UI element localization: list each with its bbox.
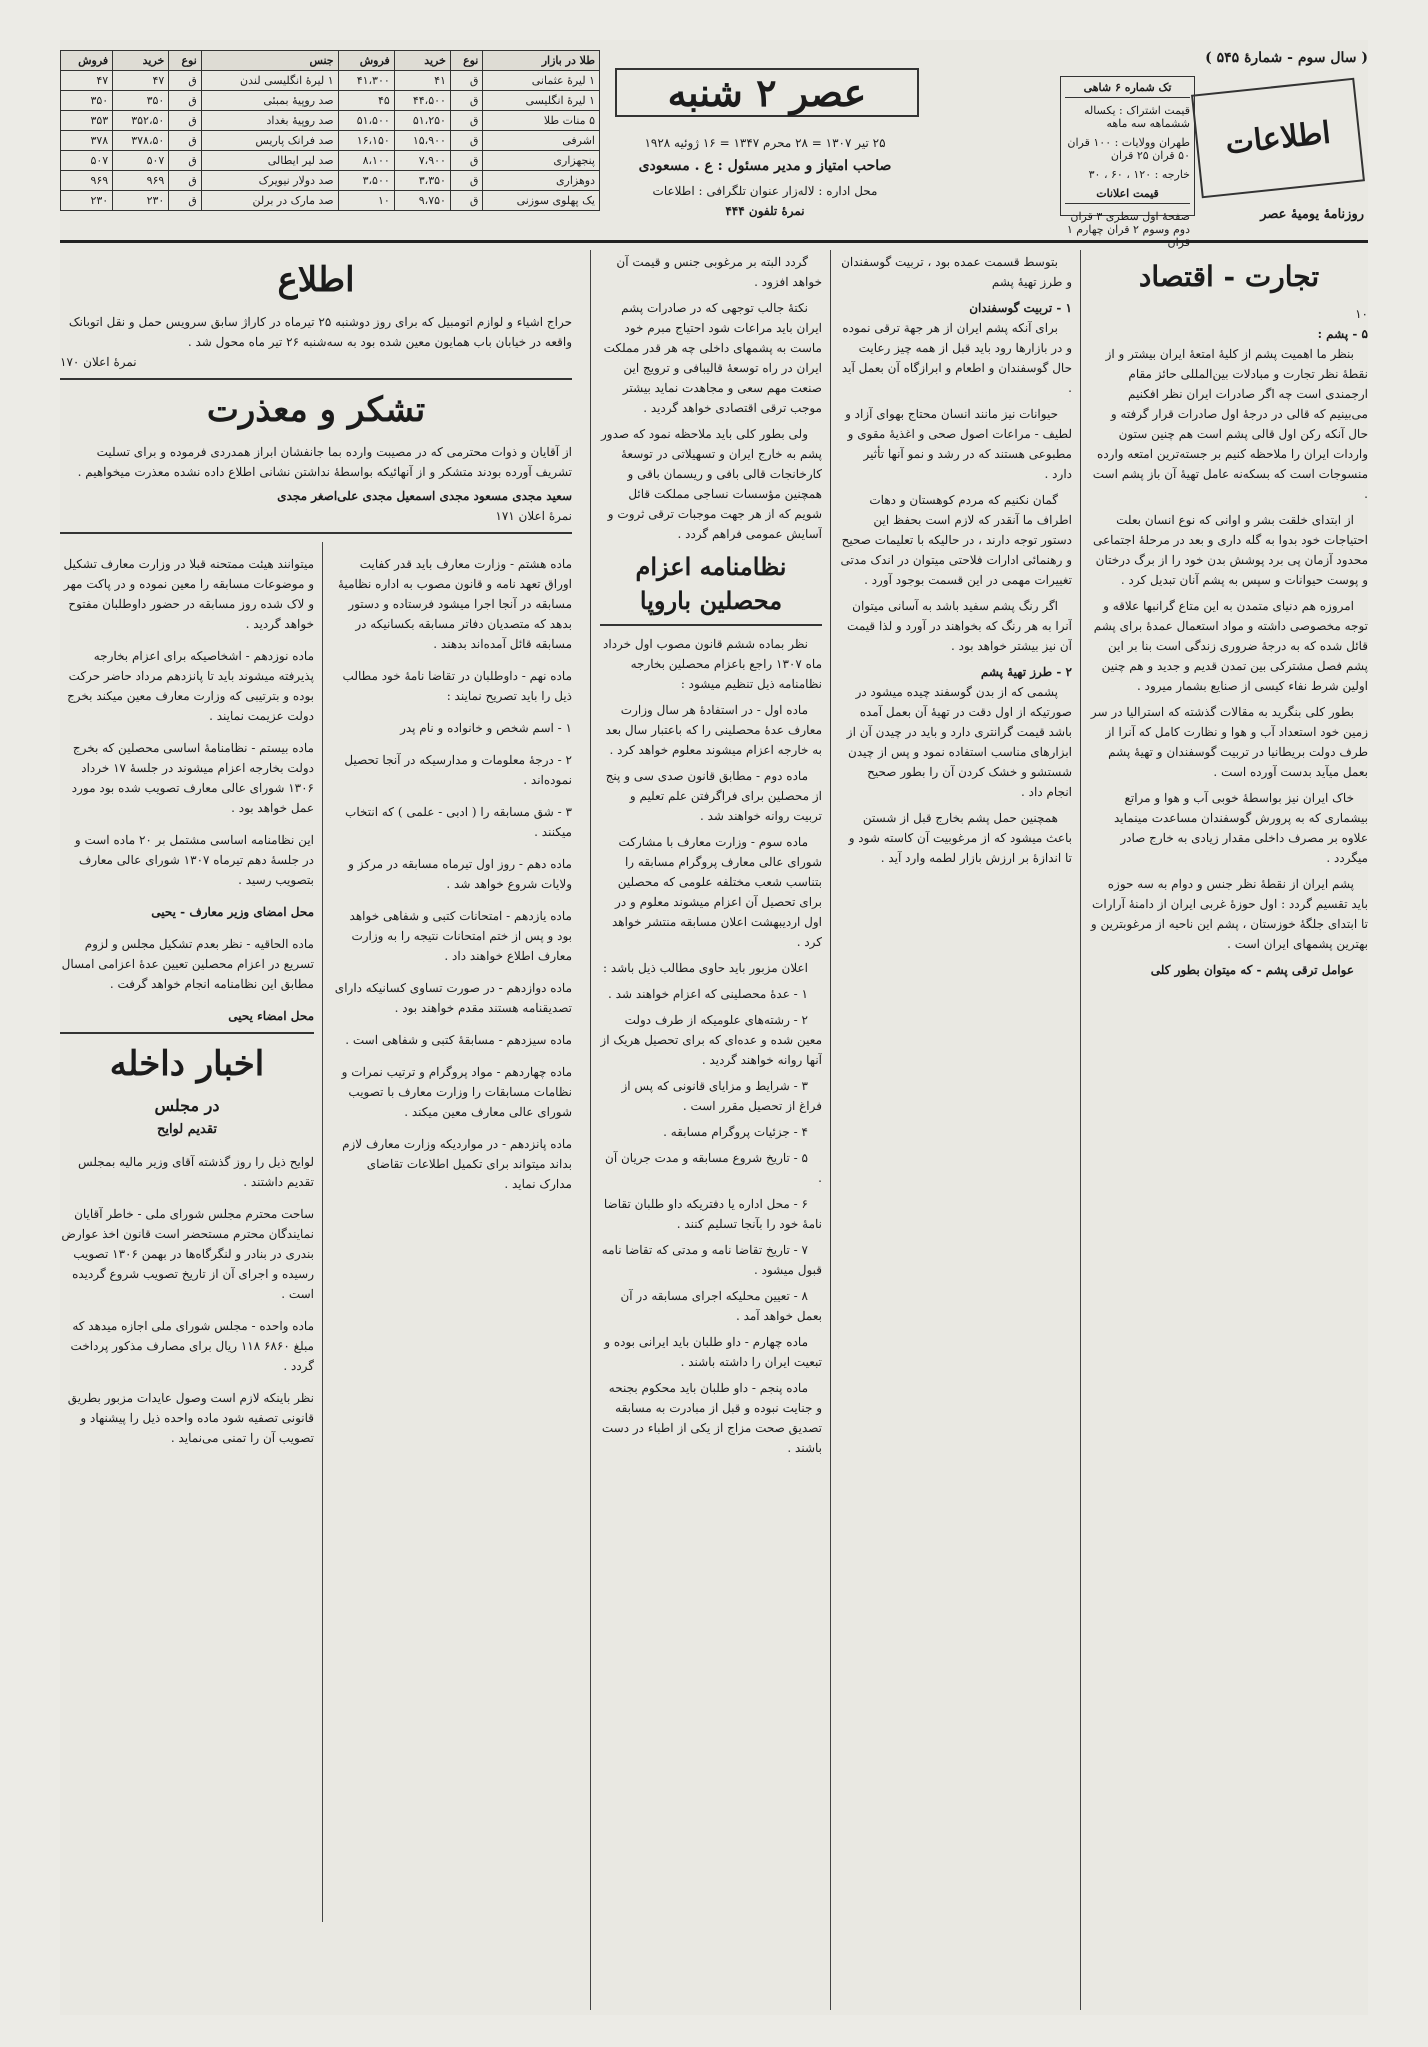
- article: این نظامنامه اساسی مشتمل بر ۲۰ ماده است و در جلسهٔ دهم تیرماه ۱۳۰۷ شورای عالی معارف بتصویب رسید .: [74, 833, 314, 887]
- paragraph: گردد البته بر مرغوبی جنس و قیمت آن خواهد افزود .: [616, 255, 822, 289]
- thanks-signatures: سعید مجدی مسعود مجدی اسمعیل مجدی علی‌اصغر مجدی: [277, 489, 572, 503]
- article: ماده هشتم - وزارت معارف باید قدر کفایت اوراق تعهد نامه و قانون مصوب به اداره نظامیهٔ مسابقه در آنجا اجرا میشود فرستاده و دستور بدهد که متصدیان دفاتر مسابقه بکسانیکه در مسابقه قائل آمده‌اند بدهند .: [338, 557, 572, 651]
- paragraph: لوایح ذیل را روز گذشته آقای وزیر مالیه بمجلس تقدیم داشتند .: [78, 1155, 314, 1189]
- list-item: ۷ - تاریخ تقاضا نامه و مدتی که تقاضا نامه قبول میشود .: [601, 1243, 822, 1277]
- paragraph: ساحت محترم مجلس شورای ملی - خاطر آقایان نمایندگان محترم مستحضر است قانون اخذ عوارض بندری در بنادر و لنگرگاه‌ها در بهمن ۱۳۰۶ تصویب رسیده و اجرای آن از تاریخ تصویب شروع گردیده است .: [61, 1207, 314, 1301]
- list-item: ۱ - عدهٔ محصلینی که اعزام خواهند شد .: [608, 987, 808, 1001]
- table-cell: ۲۳۰: [61, 191, 113, 211]
- table-row: [61, 91, 600, 111]
- table-cell: ۴۱: [394, 71, 450, 91]
- column-rule: [1080, 250, 1081, 2010]
- ad-price-label: قیمت اعلانات: [1065, 187, 1190, 204]
- wool-column: [840, 252, 1072, 2002]
- table-cell: پنجهزاری: [483, 151, 600, 171]
- paragraph: ولی بطور کلی باید ملاحظه نمود که صدور پشم به خارج ایران و تسهیلاتی در توسعهٔ کارخانجات قالی بافی و ریسمان باقی و همچنین مؤسسات نساجی مملکت قائل شویم که از هر جهت موجبات ترقی ثروت و آسایش عمومی فراهم گردد .: [601, 427, 822, 541]
- paragraph: امروزه هم دنیای متمدن به این متاع گرانبها علاقه و توجه مخصوصی داشته و مواد استعمال عمدهٔ برای پشم قائل شده که به درجهٔ ضروری زندگی است بنا بر این پشم فصل مشترکی بین تمدن قدیم و جدید و هم چنین اولین شرط نفاء کیسی از صنایع بشمار میرود .: [1093, 599, 1368, 693]
- paragraph: ماده واحده - مجلس شورای ملی اجازه میدهد که مبلغ ۶۸۶۰ ۱۱۸ ریال برای مصارف مذکور پرداخت گردد .: [70, 1319, 314, 1373]
- table-cell: صد مارک در برلن: [201, 191, 338, 211]
- article: ماده سیزدهم - مسابقهٔ کتبی و شفاهی است .: [345, 1033, 572, 1047]
- table-cell: ۹۶۹: [113, 171, 169, 191]
- table-cell: ۵۰۷: [113, 151, 169, 171]
- rates-header-cell: خرید: [394, 51, 450, 71]
- table-cell: ق: [169, 91, 201, 111]
- rates-header-cell: جنس: [201, 51, 338, 71]
- thanks-box: [60, 388, 572, 534]
- table-cell: ۸،۱۰۰: [338, 151, 394, 171]
- domestic-news-heading: اخبار داخله: [109, 1044, 265, 1084]
- table-cell: ۱ لیرهٔ انگلیسی: [483, 91, 600, 111]
- minister-signature: محل امضای وزیر معارف - یحیی: [151, 905, 314, 919]
- signature: محل امضاء یحیی: [60, 1006, 314, 1034]
- economy-column: [1090, 252, 1368, 2002]
- article: ماده یازدهم - امتحانات کتبی و شفاهی خواهد بود و پس از ختم امتحانات نتیجه را به وزارت معارف اطلاع خواهند داد .: [349, 909, 572, 963]
- article: ماده بیستم - نظامنامهٔ اساسی محصلین که بخرج دولت بخارجه اعزام میشوند در جلسهٔ ۱۷ خرداد ۱۳۰۶ شورای عالی معارف تصویب شده بود مورد عمل خواهد بود .: [71, 741, 314, 815]
- owner-line: صاحب امتیاز و مدیر مسئول : ع . مسعودی: [638, 158, 892, 174]
- section-number: ۱۰: [1355, 307, 1368, 321]
- masthead: [60, 40, 1368, 249]
- paragraph: گمان نکنیم که مردم کوهستان و دهات اطراف ما آنقدر که لازم است بحفظ این دستور توجه دارند ، در حالیکه با تعلیمات صحیح و رهنمائی ادارات فلاحتی میتوان در اندک مدتی تغییرات مهمی در این قسمت بوجود آورد .: [840, 493, 1072, 587]
- regulation-end: [60, 542, 314, 1460]
- paragraph: خاک ایران نیز بواسطهٔ خوبی آب و هوا و مراتع بیشماری که به پرورش گوسفندان مساعدت مینماید علاوه بر مصرف داخلی مقدار زیادی به خارج صادر میگردد .: [1113, 791, 1368, 865]
- table-cell: صد روپیهٔ بمبئی: [201, 91, 338, 111]
- regulation-heading: نظامنامه اعزام محصلین باروپا: [600, 550, 822, 626]
- table-cell: ۱۰: [338, 191, 394, 211]
- rates-table-area: [60, 50, 600, 230]
- table-cell: ۴۴،۵۰۰: [394, 91, 450, 111]
- paragraph: همچنین حمل پشم بخارج قبل از شستن باعث میشود که از مرغوبیت آن کاسته شود و تا اندازهٔ بر ارزش بازار لطمه وارد آید .: [848, 811, 1072, 865]
- table-cell: ۴۷: [113, 71, 169, 91]
- table-cell: ۴۷: [61, 71, 113, 91]
- table-cell: صد فرانک پاریس: [201, 131, 338, 151]
- article: ماده چهاردهم - مواد پروگرام و ترتیب نمرات و نظامات مسابقات را وزارت معارف با تصویب شورای عالی معارف معین میکند .: [341, 1065, 572, 1119]
- table-cell: ۳،۳۵۰: [394, 171, 450, 191]
- table-cell: ۷،۹۰۰: [394, 151, 450, 171]
- paragraph: اگر رنگ پشم سفید باشد به آسانی میتوان آنرا به هر رنگ که بخواهند در آورد و لذا قیمت آن نیز بیشتر خواهد بود .: [847, 599, 1072, 653]
- ad-rates: صفحهٔ اول سطری ۳ قران دوم وسوم ۲ قران چهارم ۱ قران: [1066, 210, 1190, 249]
- rates-header-cell: فروش: [338, 51, 394, 71]
- table-cell: ۳،۵۰۰: [338, 171, 394, 191]
- article: ماده نهم - داوطلبان در تقاضا نامهٔ خود مطالب ذیل را باید تصریح نمایند :: [342, 669, 572, 703]
- list-item: ۳ - شرایط و مزایای قانونی که پس از فراغ از تحصیل مقرر است .: [621, 1079, 822, 1113]
- abroad-price: خارجه : ۱۲۰ ، ۶۰ ، ۳۰: [1088, 168, 1190, 181]
- article: ماده دوم - مطابق قانون صدی سی و پنج از محصلین برای فراگرفتن علم تعلیم و تربیت روانه خواهند شد .: [605, 769, 822, 823]
- table-cell: ۳۵۲،۵۰: [113, 111, 169, 131]
- table-cell: اشرفی: [483, 131, 600, 151]
- table-cell: صد روپیهٔ بغداد: [201, 111, 338, 131]
- table-cell: صد لیر ایطالی: [201, 151, 338, 171]
- subscription-label: قیمت اشتراک : یکساله ششماهه سه ماهه: [1083, 104, 1190, 130]
- subscription-box: [1060, 76, 1195, 249]
- table-row: [61, 171, 600, 191]
- table-cell: ق: [450, 191, 482, 211]
- table-cell: ق: [169, 151, 201, 171]
- table-cell: ۹۶۹: [61, 171, 113, 191]
- table-cell: ۳۵۰: [61, 91, 113, 111]
- table-row: [61, 131, 600, 151]
- table-cell: ق: [450, 111, 482, 131]
- list-item: ۳ - شق مسابقه را ( ادبی - علمی ) که انتخاب میکنند .: [345, 805, 572, 839]
- table-cell: ق: [450, 131, 482, 151]
- list-item: ۲ - رشته‌های علومیکه از طرف دولت معین شده و عده‌ای که برای تحصیل هریک از آنها روانه خواهند گردید .: [600, 1013, 822, 1067]
- office-line: محل اداره : لاله‌زار عنوان تلگرافی : اطلاعات: [652, 184, 878, 198]
- table-cell: ق: [450, 71, 482, 91]
- table-cell: ۲۳۰: [113, 191, 169, 211]
- table-cell: یک پهلوی سوزنی: [483, 191, 600, 211]
- table-cell: ۳۷۸: [61, 131, 113, 151]
- table-cell: ۳۵۰: [113, 91, 169, 111]
- paragraph: بطور کلی بنگرید به مقالات گذشته که استرالیا در سر زمین خود استعداد آب و هوا و نظارت کامل که آنرا از طرف دولت بریطانیا در تربیت گوسفندان و تهیهٔ پشم بعمل میآید بدست آورده است .: [1090, 705, 1368, 779]
- parliament-subheading: در مجلس: [154, 1096, 220, 1115]
- article: ماده اول - در استفادهٔ هر سال وزارت معارف عدهٔ محصلینی را که باعتبار سال بعد به خارجه اعزام میشوند معلوم خواهد کرد .: [605, 703, 822, 757]
- paragraph: از ابتدای خلقت بشر و اوانی که نوع انسان بعلت احتیاجات خود بدوا به گله داری و بعد در مرحلهٔ اجتماعی محدود آزمان پی برد پوشش بدن خود را از برگ درختان و پوست حیوانات و سپس به پشم آنان تبدیل کرد .: [1092, 513, 1368, 587]
- table-cell: ۵۱،۵۰۰: [338, 111, 394, 131]
- article: ماده نوزدهم - اشخاصیکه برای اعزام بخارجه پذیرفته میشوند باید تا پانزدهم مرداد حاضر حرکت بوده و بترتیبی که وزارت معارف معین میکند بخرج دولت عزیمت نمایند .: [67, 649, 314, 723]
- table-cell: ۱ لیرهٔ انگلیسی لندن: [201, 71, 338, 91]
- paragraph: عوامل ترقی پشم - که میتوان بطور کلی: [1150, 963, 1354, 977]
- paragraph: بتوسط قسمت عمده بود ، تربیت گوسفندان و طرز تهیهٔ پشم: [841, 255, 1072, 289]
- table-cell: ق: [450, 151, 482, 171]
- rates-header-cell: خرید: [113, 51, 169, 71]
- table-cell: ۴۱،۳۰۰: [338, 71, 394, 91]
- rates-header-cell: طلا در بازار: [483, 51, 600, 71]
- single-price: تک شماره ۶ شاهی: [1065, 81, 1190, 98]
- column-rule: [322, 542, 323, 1922]
- rates-header-row: [61, 51, 600, 71]
- notice-number: نمرهٔ اعلان ۱۷۰: [60, 355, 137, 369]
- column-rule: [590, 250, 591, 2010]
- thanks-number: نمرهٔ اعلان ۱۷۱: [495, 509, 572, 523]
- notice-heading: اطلاع: [277, 260, 355, 300]
- table-cell: ۱۵،۹۰۰: [394, 131, 450, 151]
- preparation-subheading: ۲ - طرز تهیهٔ پشم: [980, 665, 1072, 679]
- table-row: [61, 151, 600, 171]
- notice-box: [60, 258, 572, 380]
- list-item: ۱ - اسم شخص و خانواده و نام پدر: [400, 721, 572, 735]
- date-line: ۲۵ تیر ۱۳۰۷ = ۲۸ محرم ۱۳۴۷ = ۱۶ ژوئیه ۱۹۲۸: [644, 136, 886, 150]
- daily-label: روزنامهٔ یومیهٔ عصر: [1260, 207, 1364, 222]
- wool-subheading: ۵ - پشم :: [1317, 327, 1368, 341]
- table-row: [61, 191, 600, 211]
- table-cell: ق: [169, 191, 201, 211]
- table-cell: ق: [169, 171, 201, 191]
- table-cell: ۳۷۸،۵۰: [113, 131, 169, 151]
- newspaper-page: [60, 40, 1368, 2015]
- newspaper-logo: اطلاعات: [1191, 78, 1365, 199]
- table-cell: صد دولار نیویرک: [201, 171, 338, 191]
- list-item: ۴ - جزئیات پروگرام مسابقه .: [663, 1125, 808, 1139]
- issue-title: عصر ۲ شنبه: [615, 68, 919, 117]
- notice-body: حراج اشیاء و لوازم اتومبیل که برای روز دوشنبه ۲۵ تیرماه در کاراژ سابق سرویس حمل و نقل اتوبانک واقعه در خیابان باب همایون معین شده بود به سه‌شنبه ۲۶ تیر ماه محول شد .: [68, 315, 572, 349]
- list-item: ۲ - درجهٔ معلومات و مدارسیکه در آنجا تحصیل نموده‌اند .: [344, 753, 572, 787]
- table-cell: ۵ منات طلا: [483, 111, 600, 131]
- paragraph: پشم ایران از نقطهٔ نظر جنس و دوام به سه حوزه باید تقسیم گردد : اول حوزهٔ غربی ایران از دامنهٔ آرارات تا ابتدای جلگهٔ خوزستان ، پشم این ناحیه از مرغوبترین و بهترین پشمهای ایران است .: [1090, 877, 1368, 951]
- regulation-continued: [332, 542, 572, 1206]
- table-row: [61, 111, 600, 131]
- bills-subheading: تقدیم لوایح: [156, 1122, 218, 1137]
- table-cell: ق: [169, 131, 201, 151]
- logo-area: [1060, 50, 1368, 249]
- paragraph: نکتهٔ جالب توجهی که در صادرات پشم ایران باید مراعات شود احتیاج مبرم خود ماست به پشمهای داخلی چه هر قدر مملکت ایران در راه توسعهٔ قالیبافی و ترویج این صنعت مهم سعی و مجاهدت نماید بیشتر موجب ترقی اقتصادی خواهد گردید .: [603, 301, 822, 415]
- left-area: [60, 252, 572, 1942]
- rates-header-cell: فروش: [61, 51, 113, 71]
- article: ماده سوم - وزارت معارف با مشارکت شورای عالی معارف پروگرام مسابقه را بتناسب شعب مختلفه علومی که محصلین برای تحصیل آن اعزام میشوند معلوم و در اول اردیبهشت اعلان مسابقه منتشر خواهد کرد .: [611, 835, 822, 949]
- rates-header-cell: نوع: [450, 51, 482, 71]
- table-cell: ق: [450, 91, 482, 111]
- title-area: [615, 50, 915, 230]
- table-cell: ۵۰۷: [61, 151, 113, 171]
- paragraph: حیوانات نیز مانند انسان محتاج بهوای آزاد و لطیف - مراعات اصول صحی و اغذیهٔ مقوی و مطبوعی هستند که در رشد و نمو آنها تأثیر دارد .: [845, 407, 1072, 481]
- table-cell: ۹،۷۵۰: [394, 191, 450, 211]
- economy-heading: تجارت - اقتصاد: [1138, 260, 1320, 293]
- table-cell: ق: [169, 71, 201, 91]
- paragraph: نظر باینکه لازم است وصول عایدات مزبور بطریق قانونی تصفیه شود ماده واحده ذیل را پیشنهاد و تصویب آن را تمنی می‌نماید .: [67, 1391, 314, 1445]
- paragraph: اعلان مزبور باید حاوی مطالب ذیل باشد :: [603, 961, 808, 975]
- thanks-body: از آقایان و ذوات محترمی که در مصیبت وارده بما جانفشان ابراز همدردی فرموده و برای تسلیت تشریف آورده بودند متشکر و از آنهائیکه بواسطهٔ نداشتن نشانی اطلاع داده نشده معذرت میخواهیم .: [77, 445, 572, 479]
- article: ماده دهم - روز اول تیرماه مسابقه در مرکز و ولایات شروع خواهد شد .: [348, 857, 572, 891]
- article: ماده پانزدهم - در مواردیکه وزارت معارف لازم بداند میتواند برای تکمیل اطلاعات تقاضای مدارک نماید .: [342, 1137, 572, 1191]
- list-item: ۵ - تاریخ شروع مسابقه و مدت جریان آن .: [605, 1151, 822, 1185]
- paragraph: برای آنکه پشم ایران از هر جهة ترقی نموده و در بازارها رود باید قبل از همه چیز رعایت حال گوسفندان و اطعام و ابرازگاه آن بعمل آید .: [841, 321, 1072, 395]
- regulation-column: [600, 252, 822, 2002]
- table-cell: ۱۶،۱۵۰: [338, 131, 394, 151]
- article: ماده دوازدهم - در صورت تساوی کسانیکه دارای تصدیقنامه هستند مقدم خواهند بود .: [334, 981, 572, 1015]
- exchange-rates-table: [60, 50, 600, 211]
- phone-line: نمرهٔ تلفون ۴۴۴: [725, 204, 805, 218]
- sheep-subheading: ۱ - تربیت گوسفندان: [969, 301, 1072, 315]
- list-item: ۶ - محل اداره یا دفتریکه داو طلبان تقاضا نامهٔ خود را بآنجا تسلیم کنند .: [603, 1197, 822, 1231]
- paragraph: نظر بماده ششم قانون مصوب اول خرداد ماه ۱۳۰۷ راجع باعزام محصلین بخارجه نظامنامه ذیل تنظیم میشود :: [603, 637, 822, 691]
- table-cell: ق: [450, 171, 482, 191]
- rates-body: [61, 71, 600, 211]
- table-row: [61, 71, 600, 91]
- table-cell: دوهزاری: [483, 171, 600, 191]
- paragraph: میتوانند هیئت ممتحنه قبلا در وزارت معارف تشکیل و موضوعات مسابقه را معین نموده و در پاکت مهر و لاک شده روز مسابقه در حضور داوطلبان مفتوح خواهد گردید .: [63, 557, 314, 631]
- article: ماده الحاقیه - نظر بعدم تشکیل مجلس و لزوم تسریع در اعزام محصلین تعیین عدهٔ اعزامی امسال مطابق این نظامنامه انجام خواهد گرفت .: [61, 937, 314, 991]
- table-cell: ۵۱،۲۵۰: [394, 111, 450, 131]
- paragraph: بنظر ما اهمیت پشم از کلیهٔ امتعهٔ ایران بیشتر و از نقطهٔ نظر تجارت و مبادلات بین‌المللی حائز مقام ارجمندی است چه اگر صادرات ایران نظر افکنیم می‌بینیم که قالی در درجهٔ اول صادرات قرار گرفته و حال آنکه رکن اول قالی پشم است هم چنین ستون واردات ایران را ملاحظه کنیم بر جسته‌ترین امتعه وارده منسوجات است که بسکه‌نه عامل تهیهٔ آن باز پشم است .: [1092, 347, 1368, 501]
- article: ماده پنجم - داو طلبان باید محکوم بجنحه و جنایت نبوده و قبل از مبادرت به مسابقه تصدیق صحت مزاج از یکی از اطباء در دست باشند .: [601, 1381, 822, 1455]
- year-issue: ( سال سوم - شمارهٔ ۵۴۵ ): [1205, 50, 1368, 66]
- table-cell: ۴۵: [338, 91, 394, 111]
- list-item: ۸ - تعیین محلیکه اجرای مسابقه در آن بعمل خواهد آمد .: [620, 1289, 822, 1323]
- rates-header-cell: نوع: [169, 51, 201, 71]
- column-rule: [830, 250, 831, 2010]
- paragraph: پشمی که از بدن گوسفند چیده میشود در صورتیکه از اول دقت در تهیهٔ آن بعمل آمده باشد قیمت گرانتری دارد و باید در چیدن آن از ابزارهای مناسب استفاده نمود و پس از چیدن شستشو و خشک کردن آن را بطور صحیح انجام داد .: [846, 685, 1072, 799]
- sub-columns: [60, 542, 572, 1942]
- tehran-price: طهران وولایات : ۱۰۰ قران ۵۰ قران ۲۵ قران: [1067, 136, 1190, 162]
- table-cell: ۱ لیرهٔ عثمانی: [483, 71, 600, 91]
- table-cell: ۳۵۳: [61, 111, 113, 131]
- table-cell: ق: [169, 111, 201, 131]
- article: ماده چهارم - داو طلبان باید ایرانی بوده و تبعیت ایران را داشته باشند .: [604, 1335, 822, 1369]
- thanks-heading: تشکر و معذرت: [206, 390, 426, 430]
